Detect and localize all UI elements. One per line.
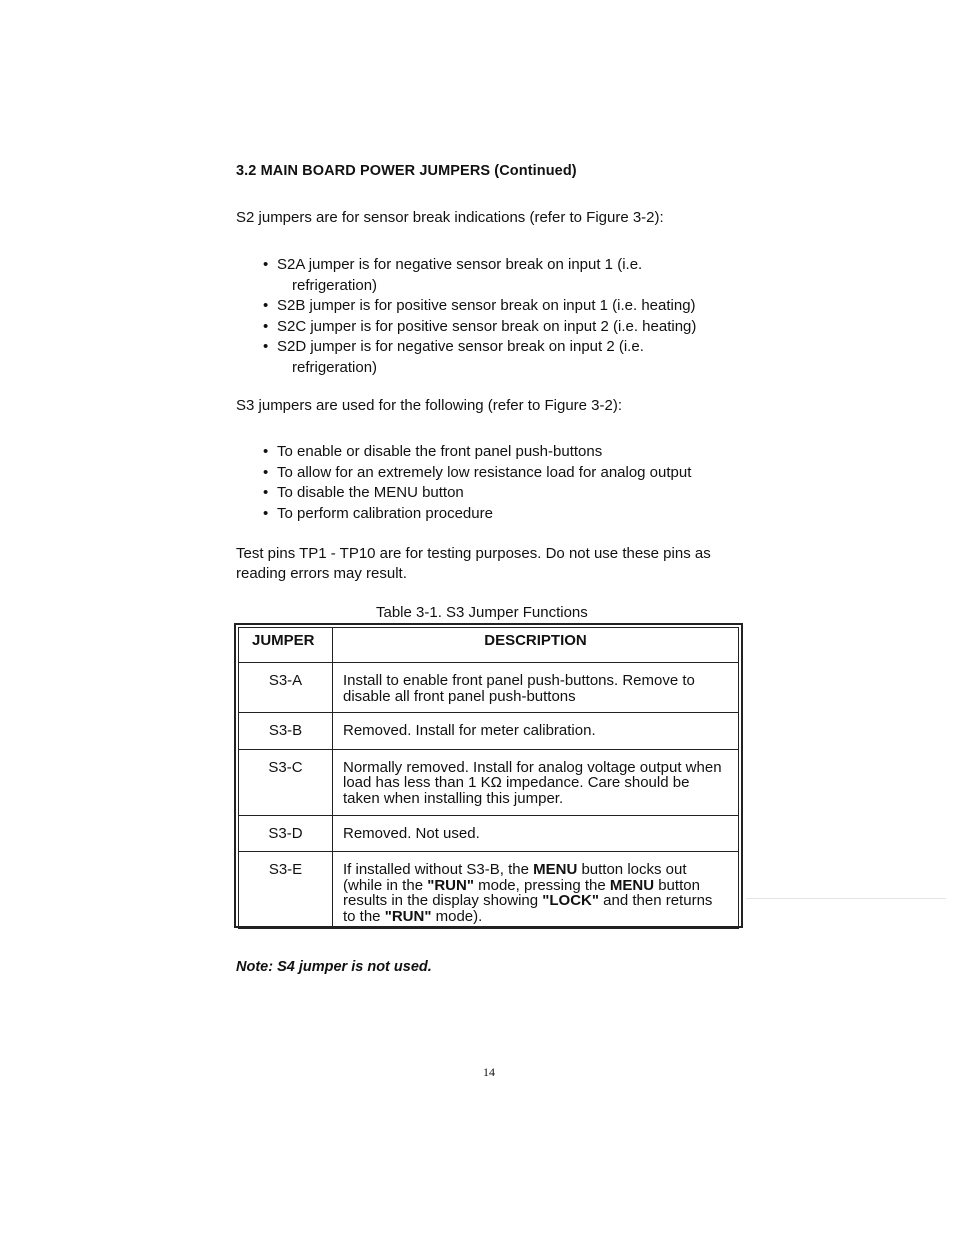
- list-item: [263, 463, 733, 484]
- list-item-text: S2D jumper is for negative sensor break on input 2 (i.e.: [277, 338, 644, 355]
- jumper-cell: S3-C: [239, 749, 333, 815]
- description-column-header: DESCRIPTION: [333, 628, 739, 663]
- list-item-text: To perform calibration procedure: [277, 504, 493, 522]
- test-pins-paragraph: Test pins TP1 - TP10 are for testing purposes. Do not use these pins as reading errors may result.: [236, 545, 711, 582]
- description-text: If installed without S3-B, the: [343, 861, 534, 878]
- jumper-cell: S3-D: [239, 815, 333, 852]
- list-item-text: To disable the MENU button: [277, 484, 464, 501]
- description-cell: Install to enable front panel push-buttons. Remove to disable all front panel push-buttons: [333, 663, 739, 713]
- menu-keyword: MENU: [609, 876, 655, 894]
- list-item: [263, 442, 733, 463]
- table-row: [239, 713, 739, 750]
- description-cell: Removed. Not used.: [333, 815, 739, 852]
- description-text: button results in the display showing: [343, 876, 700, 909]
- s2-intro: S2 jumpers are for sensor break indications (refer to Figure 3-2):: [236, 209, 664, 226]
- s3-intro: S3 jumpers are used for the following (refer to Figure 3-2):: [236, 397, 623, 414]
- bullet-icon: •: [263, 317, 269, 335]
- section-heading: 3.2 MAIN BOARD POWER JUMPERS (Continued): [236, 163, 577, 179]
- s2-bullet-list: [263, 255, 733, 378]
- lock-keyword: "LOCK": [542, 892, 599, 909]
- bullet-icon: •: [263, 443, 269, 460]
- list-item-text: To enable or disable the front panel push-buttons: [277, 443, 603, 460]
- bullet-icon: •: [263, 338, 269, 355]
- list-item: [263, 504, 733, 525]
- note: Note: S4 jumper is not used.: [236, 959, 432, 975]
- bullet-icon: •: [263, 504, 269, 522]
- list-item: [263, 317, 733, 338]
- description-text: mode, pressing the: [473, 876, 610, 894]
- page-number: 14: [483, 1065, 495, 1079]
- description-text: mode).: [431, 907, 483, 925]
- list-item-text: S2B jumper is for positive sensor break on input 1 (i.e. heating): [277, 297, 696, 314]
- run-keyword: "RUN": [384, 907, 432, 925]
- description-cell: Removed. Install for meter calibration.: [333, 713, 739, 750]
- jumper-table: [234, 623, 743, 928]
- jumper-cell: S3-B: [239, 713, 333, 750]
- list-item-text: S2A jumper is for negative sensor break on input 1 (i.e.: [277, 256, 643, 273]
- bullet-icon: •: [263, 256, 269, 273]
- bullet-icon: •: [263, 484, 269, 501]
- description-text: button locks out (while in the: [343, 861, 687, 894]
- description-cell: [333, 852, 739, 929]
- jumper-cell: S3-A: [239, 663, 333, 713]
- run-keyword: "RUN": [427, 876, 474, 894]
- jumper-column-header: JUMPER: [239, 628, 333, 663]
- list-item: [263, 483, 733, 504]
- jumper-cell: S3-E: [239, 852, 333, 929]
- table-row: [239, 749, 739, 815]
- menu-keyword: MENU: [533, 861, 578, 878]
- list-item-text: S2C jumper is for positive sensor break on input 2 (i.e. heating): [277, 317, 697, 335]
- bullet-icon: •: [263, 463, 269, 481]
- table-row: [239, 852, 739, 929]
- s3-bullet-list: [263, 442, 733, 524]
- description-text: and then returns to the: [343, 892, 713, 925]
- list-item-continuation: refrigeration): [292, 358, 378, 376]
- list-item-continuation: refrigeration): [292, 276, 378, 294]
- table-caption: Table 3-1. S3 Jumper Functions: [376, 604, 588, 621]
- table-header-row: [239, 628, 739, 663]
- table-row: [239, 663, 739, 713]
- bullet-icon: •: [263, 297, 269, 314]
- description-cell: Normally removed. Install for analog voltage output when load has less than 1 KΩ impedance. Care should be taken when installing this jumper.: [333, 749, 739, 815]
- list-item: [263, 255, 733, 296]
- list-item: [263, 296, 733, 317]
- table-row: [239, 815, 739, 852]
- list-item: [263, 337, 733, 378]
- list-item-text: To allow for an extremely low resistance load for analog output: [277, 463, 692, 481]
- scan-artifact-line: [746, 898, 946, 899]
